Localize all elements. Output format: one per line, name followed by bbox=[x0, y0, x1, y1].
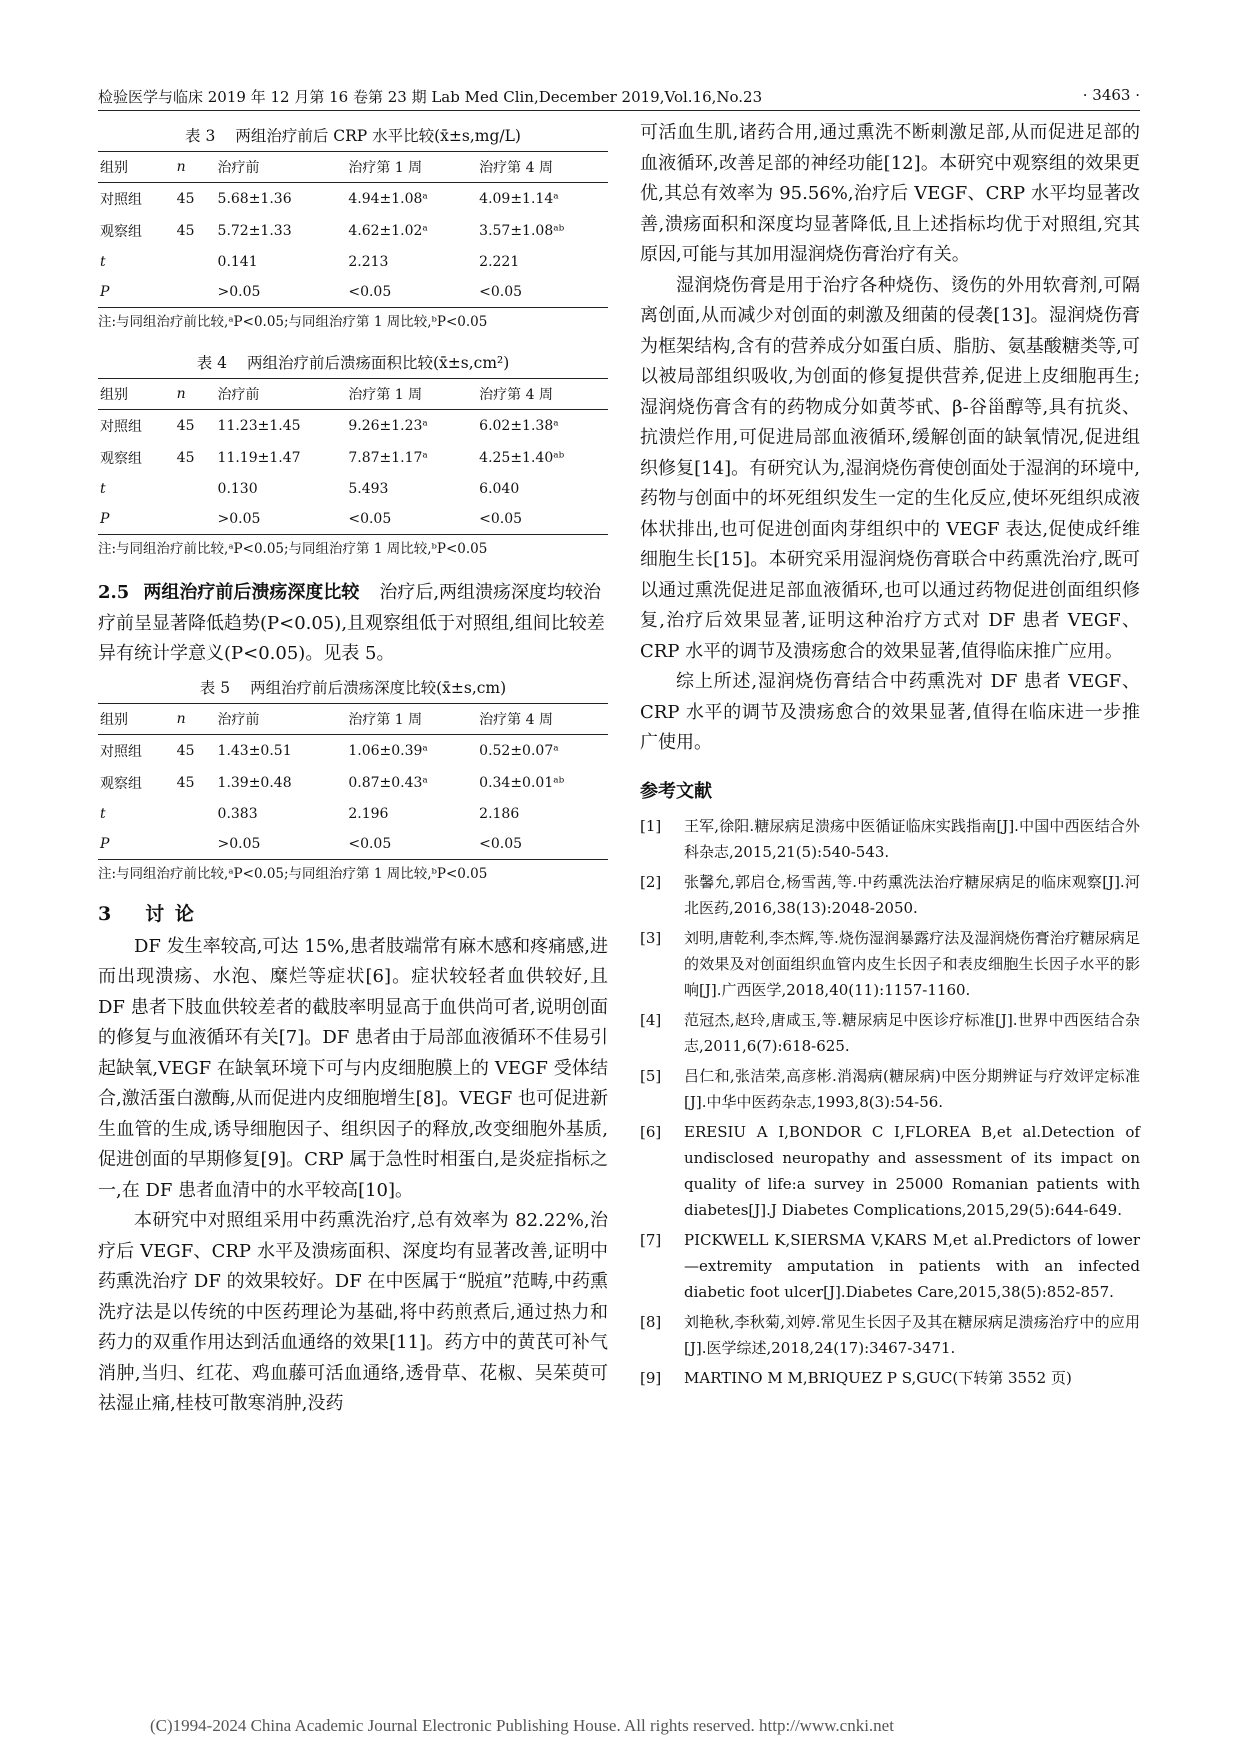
cell: 0.87±0.43ᵃ bbox=[348, 774, 428, 791]
col-header: 治疗前 bbox=[216, 379, 347, 410]
cell: 45 bbox=[176, 418, 195, 434]
cell: 45 bbox=[176, 191, 195, 207]
table-title: 两组治疗前后 CRP 水平比较(x̄±s,mg/L) bbox=[235, 127, 521, 145]
table-row bbox=[98, 829, 608, 860]
cell: 5.493 bbox=[348, 481, 389, 497]
cell: 3.57±1.08ᵃᵇ bbox=[479, 223, 565, 239]
section-number: 3 bbox=[98, 902, 114, 925]
ref-number: [3] bbox=[640, 928, 662, 947]
cell bbox=[175, 247, 216, 277]
cell: 2.221 bbox=[479, 254, 520, 270]
reference-item bbox=[640, 1365, 1140, 1391]
cell: <0.05 bbox=[346, 277, 477, 308]
left-column bbox=[98, 118, 608, 1420]
cell: 4.94±1.08ᵃ bbox=[348, 191, 428, 207]
cell: 1.06±0.39ᵃ bbox=[348, 742, 428, 759]
table-note: 注:与同组治疗前比较,ᵃP<0.05;与同组治疗第 1 周比较,ᵇP<0.05 bbox=[98, 541, 488, 557]
table-row bbox=[98, 504, 608, 535]
cell: 4.25±1.40ᵃᵇ bbox=[479, 450, 565, 466]
ref-number: [4] bbox=[640, 1010, 662, 1029]
cell: <0.05 bbox=[346, 504, 477, 535]
col-header: 治疗第 4 周 bbox=[477, 379, 608, 410]
cell: 观察组 bbox=[100, 775, 142, 792]
cell: 对照组 bbox=[100, 192, 142, 208]
ref-number: [6] bbox=[640, 1122, 662, 1141]
table-title: 两组治疗前后溃疡面积比较(x̄±s,cm²) bbox=[246, 354, 510, 372]
table-5-caption bbox=[98, 676, 608, 698]
cell bbox=[175, 277, 216, 308]
table-title: 两组治疗前后溃疡深度比较(x̄±s,cm) bbox=[250, 678, 507, 697]
table-note: 注:与同组治疗前比较,ᵃP<0.05;与同组治疗第 1 周比较,ᵇP<0.05 bbox=[98, 314, 488, 330]
cell: 5.72±1.33 bbox=[217, 223, 292, 239]
table-3-caption bbox=[98, 124, 608, 146]
table-3 bbox=[98, 151, 608, 308]
cell: >0.05 bbox=[216, 277, 347, 308]
cell: 0.383 bbox=[217, 805, 258, 822]
col-header: 组别 bbox=[98, 703, 175, 734]
cell bbox=[175, 504, 216, 535]
ref-text: 刘艳秋,李秋菊,刘婷.常见生长因子及其在糖尿病足溃疡治疗中的应用[J].医学综述,2018,24(17):3467-3471. bbox=[684, 1312, 1140, 1357]
table-row bbox=[98, 247, 608, 277]
reference-item bbox=[640, 1227, 1140, 1305]
cell: 4.62±1.02ᵃ bbox=[348, 223, 428, 239]
reference-item bbox=[640, 1007, 1140, 1059]
cell: 45 bbox=[176, 774, 195, 791]
cell: 对照组 bbox=[100, 743, 142, 760]
reference-item bbox=[640, 1119, 1140, 1223]
copyright-footer: (C)1994-2024 China Academic Journal Electronic Publishing House. All rights reserved. http://www.cnki.net bbox=[150, 1716, 894, 1735]
cell: >0.05 bbox=[216, 504, 347, 535]
cell: 6.040 bbox=[479, 481, 520, 497]
table-row bbox=[98, 442, 608, 474]
reference-item bbox=[640, 1063, 1140, 1115]
right-column bbox=[640, 118, 1140, 1395]
section-2-5 bbox=[98, 578, 608, 670]
ref-number: [7] bbox=[640, 1230, 662, 1249]
cell: 6.02±1.38ᵃ bbox=[479, 418, 559, 434]
section-text: 治疗后,两组溃疡深度均较治疗前呈显著降低趋势(P<0.05),且观察组低于对照组,组间比较差异有统计学意义(P<0.05)。见表 5。 bbox=[98, 582, 605, 664]
col-header: 治疗第 1 周 bbox=[346, 152, 477, 183]
cell bbox=[175, 829, 216, 860]
col-header: 组别 bbox=[98, 379, 175, 410]
section-number: 2.5 bbox=[98, 582, 130, 603]
cell: 7.87±1.17ᵃ bbox=[348, 450, 428, 466]
ref-number: [9] bbox=[640, 1368, 662, 1387]
body-paragraph: 本研究中对照组采用中药熏洗治疗,总有效率为 82.22%,治疗后 VEGF、CRP 水平及溃疡面积、深度均有显著改善,证明中药熏洗治疗 DF 的效果较好。DF 在中医属于“脱疽”范畴,中药熏洗疗法是以传统的中医药理论为基础,将中药煎煮后,通过热力和药力的双重作用达到活血通络的效果[11]。药方中的黄芪可补气消肿,当归、红花、鸡血藤可活血通络,透骨草、花椒、吴茱萸可祛湿止痛,桂枝可散寒消肿,没药 bbox=[98, 1210, 608, 1414]
table-row bbox=[98, 215, 608, 247]
cell: P bbox=[98, 277, 175, 308]
cell: 45 bbox=[176, 742, 195, 759]
ref-number: [8] bbox=[640, 1312, 662, 1331]
body-paragraph: 可活血生肌,诸药合用,通过熏洗不断刺激足部,从而促进足部的血液循环,改善足部的神经功能[12]。本研究中观察组的效果更优,其总有效率为 95.56%,治疗后 VEGF、CRP 水平均显著改善,溃疡面积和深度均显著降低,且上述指标均优于对照组,究其原因,可能与其加用湿润烧伤膏治疗有关。 bbox=[640, 122, 1140, 265]
col-header: 治疗第 4 周 bbox=[477, 703, 608, 734]
cell: 观察组 bbox=[100, 224, 142, 240]
cell: <0.05 bbox=[477, 504, 608, 535]
section-title: 讨 论 bbox=[145, 902, 196, 925]
col-header: 治疗第 4 周 bbox=[477, 152, 608, 183]
ref-text: ERESIU A I,BONDOR C I,FLOREA B,et al.Detection of undisclosed neuropathy and assessment of its impact on quality of life:a survey in 25000 Romanian patients with diabetes[J].J Diabetes Complications,2015,29(5):644-649. bbox=[684, 1122, 1140, 1219]
ref-text: 吕仁和,张洁荣,高彦彬.消渴病(糖尿病)中医分期辨证与疗效评定标准[J].中华中医药杂志,1993,8(3):54-56. bbox=[684, 1066, 1140, 1111]
ref-text: 张馨允,郭启仓,杨雪茜,等.中药熏洗法治疗糖尿病足的临床观察[J].河北医药,2016,38(13):2048-2050. bbox=[684, 872, 1140, 917]
ref-text: 王军,徐阳.糖尿病足溃疡中医循证临床实践指南[J].中国中西医结合外科杂志,2015,21(5):540-543. bbox=[684, 816, 1140, 861]
section-3-heading bbox=[98, 899, 608, 926]
table-row bbox=[98, 410, 608, 443]
cell: t bbox=[100, 481, 106, 497]
page-number: · 3463 · bbox=[1082, 86, 1140, 104]
col-header: 治疗前 bbox=[216, 703, 347, 734]
cell: 2.186 bbox=[479, 805, 520, 822]
cell: <0.05 bbox=[346, 829, 477, 860]
cell: 0.34±0.01ᵃᵇ bbox=[479, 774, 565, 791]
ref-number: [2] bbox=[640, 872, 662, 891]
col-header: 治疗第 1 周 bbox=[346, 703, 477, 734]
ref-text: PICKWELL K,SIERSMA V,KARS M,et al.Predictors of lower—extremity amputation in patients with an infected diabetic foot ulcer[J].Diabetes Care,2015,38(5):852-857. bbox=[684, 1230, 1140, 1301]
ref-text: MARTINO M M,BRIQUEZ P S,GUC(下转第 3552 页) bbox=[684, 1368, 1072, 1387]
journal-citation: 检验医学与临床 2019 年 12 月第 16 卷第 23 期 Lab Med Clin,December 2019,Vol.16,No.23 bbox=[98, 88, 763, 106]
cell: 0.141 bbox=[217, 254, 258, 270]
table-row bbox=[98, 183, 608, 216]
cell: 45 bbox=[176, 450, 195, 466]
cell: 5.68±1.36 bbox=[217, 191, 292, 207]
table-row bbox=[98, 767, 608, 799]
col-header: n bbox=[175, 703, 216, 734]
references-heading: 参考文献 bbox=[640, 780, 712, 802]
ref-number: [5] bbox=[640, 1066, 662, 1085]
running-header bbox=[98, 84, 1140, 111]
col-header: 治疗第 1 周 bbox=[346, 379, 477, 410]
cell: t bbox=[100, 254, 106, 270]
body-paragraph: 湿润烧伤膏是用于治疗各种烧伤、烫伤的外用软膏剂,可隔离创面,从而减少对创面的刺激及细菌的侵袭[13]。湿润烧伤膏为框架结构,含有的营养成分如蛋白质、脂肪、氨基酸糖类等,可以被局部组织吸收,为创面的修复提供营养,促进上皮细胞再生;湿润烧伤膏含有的药物成分如黄芩甙、β-谷甾醇等,具有抗炎、抗溃烂作用,可促进局部血液循环,缓解创面的缺氧情况,促进组织修复[14]。有研究认为,湿润烧伤膏使创面处于湿润的环境中,药物与创面中的坏死组织发生一定的生化反应,使坏死组织成液体状排出,也可促进创面肉芽组织中的 VEGF 表达,促使成纤维细胞生长[15]。本研究采用湿润烧伤膏联合中药熏洗治疗,既可以通过熏洗促进足部血液循环,也可以通过药物促进创面组织修复,治疗后效果显著,证明这种治疗方式对 DF 患者 VEGF、CRP 水平的调节及溃疡愈合的效果显著,值得临床推广应用。 bbox=[640, 274, 1140, 662]
table-row bbox=[98, 734, 608, 767]
table-header-row bbox=[98, 152, 608, 183]
reference-item bbox=[640, 925, 1140, 1003]
table-5 bbox=[98, 703, 608, 860]
reference-item bbox=[640, 1309, 1140, 1361]
cell: >0.05 bbox=[216, 829, 347, 860]
cell: <0.05 bbox=[477, 829, 608, 860]
table-header-row bbox=[98, 703, 608, 734]
reference-item bbox=[640, 869, 1140, 921]
cell: 观察组 bbox=[100, 451, 142, 467]
table-header-row bbox=[98, 379, 608, 410]
cell: <0.05 bbox=[477, 277, 608, 308]
cell: P bbox=[98, 504, 175, 535]
table-note: 注:与同组治疗前比较,ᵃP<0.05;与同组治疗第 1 周比较,ᵇP<0.05 bbox=[98, 865, 488, 882]
cell: 对照组 bbox=[100, 419, 142, 435]
ref-text: 刘明,唐乾利,李杰辉,等.烧伤湿润暴露疗法及湿润烧伤膏治疗糖尿病足的效果及对创面组织血管内皮生长因子和表皮细胞生长因子水平的影响[J].广西医学,2018,40(11):1157-1160. bbox=[684, 928, 1140, 999]
cell: 2.196 bbox=[348, 805, 389, 822]
table-row bbox=[98, 799, 608, 829]
cell: 11.23±1.45 bbox=[217, 418, 301, 434]
table-row bbox=[98, 277, 608, 308]
cell: 11.19±1.47 bbox=[217, 450, 301, 466]
table-4-caption bbox=[98, 351, 608, 373]
cell: 1.43±0.51 bbox=[217, 742, 292, 759]
table-number: 表 5 bbox=[199, 678, 231, 697]
col-header: n bbox=[175, 152, 216, 183]
cell: 45 bbox=[176, 223, 195, 239]
cell: 2.213 bbox=[348, 254, 389, 270]
cell: 0.130 bbox=[217, 481, 258, 497]
cell: 1.39±0.48 bbox=[217, 774, 292, 791]
body-paragraph: DF 发生率较高,可达 15%,患者肢端常有麻木感和疼痛感,进而出现溃疡、水泡、糜烂等症状[6]。症状较轻者血供较好,且 DF 患者下肢血供较差者的截肢率明显高于血供尚可者,说明创面的修复与血液循环有关[7]。DF 患者由于局部血液循环不佳易引起缺氧,VEGF 在缺氧环境下可与内皮细胞膜上的 VEGF 受体结合,激活蛋白激酶,从而促进内皮细胞增生[8]。VEGF 也可促进新生血管的生成,诱导细胞因子、组织因子的释放,改变细胞外基质,促进创面的早期修复[9]。CRP 属于急性时相蛋白,是炎症指标之一,在 DF 患者血清中的水平较高[10]。 bbox=[98, 935, 608, 1201]
table-row bbox=[98, 474, 608, 504]
body-paragraph: 综上所述,湿润烧伤膏结合中药熏洗对 DF 患者 VEGF、CRP 水平的调节及溃疡愈合的效果显著,值得在临床进一步推广使用。 bbox=[640, 671, 1140, 753]
cell: 4.09±1.14ᵃ bbox=[479, 191, 559, 207]
table-number: 表 3 bbox=[185, 127, 216, 145]
table-4 bbox=[98, 378, 608, 535]
cell: t bbox=[100, 805, 106, 822]
reference-list bbox=[640, 813, 1140, 1391]
table-number: 表 4 bbox=[196, 354, 227, 372]
cell bbox=[175, 474, 216, 504]
section-title: 两组治疗前后溃疡深度比较 bbox=[143, 582, 360, 603]
cell bbox=[175, 799, 216, 829]
reference-item bbox=[640, 813, 1140, 865]
cell: P bbox=[98, 829, 175, 860]
col-header: 治疗前 bbox=[216, 152, 347, 183]
col-header: 组别 bbox=[98, 152, 175, 183]
ref-text: 范冠杰,赵玲,唐咸玉,等.糖尿病足中医诊疗标准[J].世界中西医结合杂志,2011,6(7):618-625. bbox=[684, 1010, 1140, 1055]
cell: 0.52±0.07ᵃ bbox=[479, 742, 559, 759]
col-header: n bbox=[175, 379, 216, 410]
ref-number: [1] bbox=[640, 816, 662, 835]
cell: 9.26±1.23ᵃ bbox=[348, 418, 428, 434]
